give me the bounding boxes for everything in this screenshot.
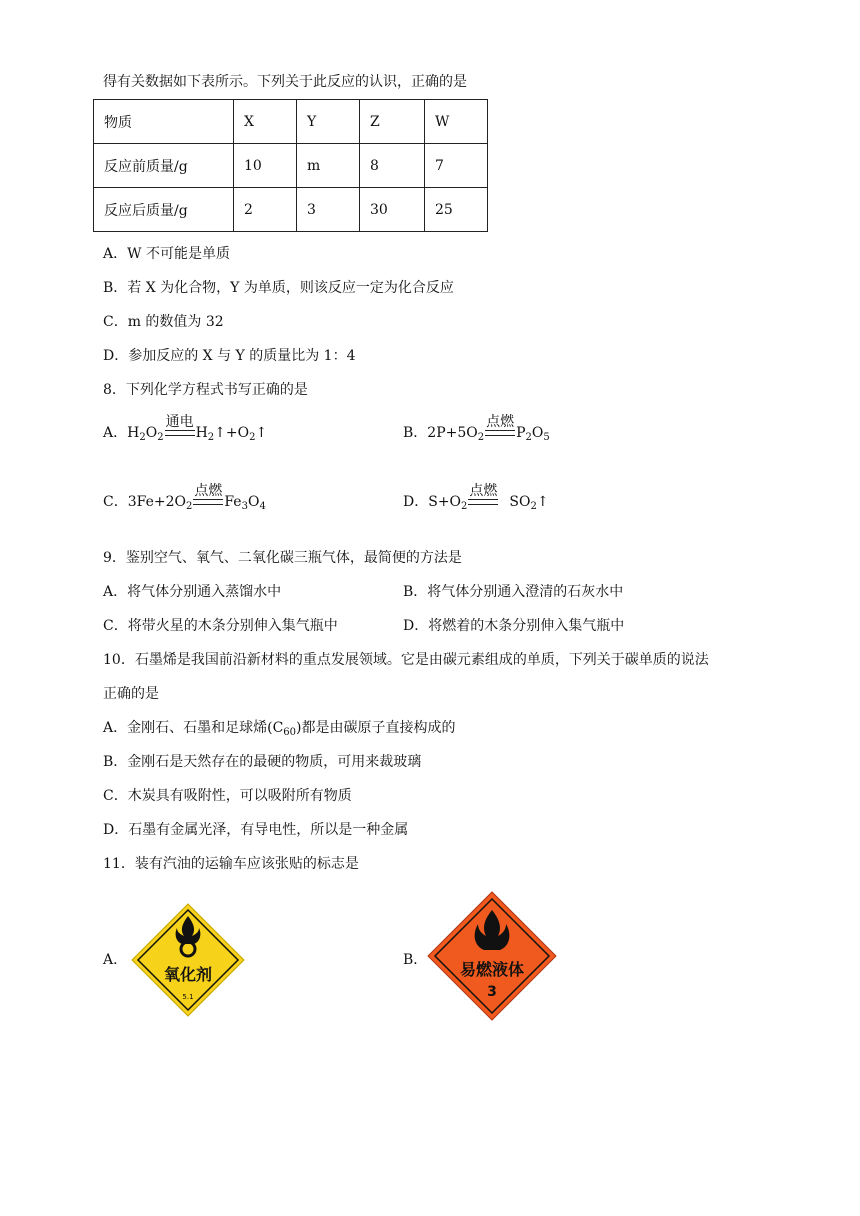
table-cell: 30 [360,188,425,232]
formula-text: ↑ [255,425,268,441]
formula-text: Fe [224,494,242,510]
reaction-condition [193,483,223,511]
table-cell: 10 [234,144,297,188]
sign-a-text: 氧化剂 [163,965,213,984]
table-cell: Z [360,100,425,144]
formula-text: 3Fe+2O [127,494,186,510]
q9-option-c: C．将带火星的木条分别伸入集气瓶中 [103,618,338,634]
subscript: 2 [139,432,146,443]
subscript: 5 [543,432,550,443]
q8-option-b [403,414,550,442]
subscript: 2 [525,432,532,443]
table-cell: Y [297,100,360,144]
q7-option-a: A．W 不可能是单质 [103,246,230,262]
table-cell: 3 [297,188,360,232]
q9-option-b: B．将气体分别通入澄清的石灰水中 [403,584,624,600]
option-label: A． [103,425,128,441]
option-label: C． [103,494,128,510]
flammable-liquid-sign [426,890,558,1022]
table-cell: 2 [234,188,297,232]
formula-text: S+O [428,494,462,510]
subscript: 60 [283,727,297,738]
q8-option-d [403,483,549,511]
formula-text: ↑ [536,494,549,510]
sign-b-number: 3 [487,984,497,1000]
q8-stem: 8．下列化学方程式书写正确的是 [103,382,308,398]
reaction-condition [485,414,515,442]
formula-text: O [145,425,158,441]
reaction-condition [165,414,195,442]
q9-option-a: A．将气体分别通入蒸馏水中 [103,584,282,600]
table-cell: 反应后质量/g [94,188,234,232]
reaction-condition [468,483,498,511]
q7-option-c: C．m 的数值为 32 [103,314,224,330]
table-row [94,100,488,144]
formula-text: 2P+5O [427,425,478,441]
q10-stem-line1: 10．石墨烯是我国前沿新材料的重点发展领域。它是由碳元素组成的单质，下列关于碳单质的说法 [103,652,709,668]
q10-option-a [103,718,456,738]
condition-text: 点燃 [194,483,223,499]
q11-stem: 11．装有汽油的运输车应该张贴的标志是 [103,856,359,872]
intro-text: 得有关数据如下表所示。下列关于此反应的认识，正确的是 [103,74,467,90]
table-cell: X [234,100,297,144]
formula-text: SO [509,494,531,510]
condition-text: 点燃 [486,414,515,430]
sign-b-text: 易燃液体 [459,960,525,979]
q7-option-b: B．若 X 为化合物，Y 为单质，则该反应一定为化合反应 [103,280,454,296]
subscript: 2 [477,432,485,443]
equals-bars [193,499,223,505]
condition-text: 点燃 [469,483,498,499]
formula-text: H [195,425,208,441]
table-cell: 7 [425,144,488,188]
option-label: D． [403,494,429,510]
subscript: 4 [259,501,266,512]
q10-option-b: B．金刚石是天然存在的最硬的物质，可用来裁玻璃 [103,754,422,770]
q9-stem: 9．鉴别空气、氧气、二氧化碳三瓶气体，最简便的方法是 [103,550,462,566]
condition-text: 通电 [165,414,194,430]
table-cell: 8 [360,144,425,188]
subscript: 2 [185,501,193,512]
formula-text: ↑+O [214,425,250,441]
table-cell: 物质 [94,100,234,144]
subscript: 3 [241,501,248,512]
formula-text: P [516,425,526,441]
equals-bars [165,430,195,436]
table-row [94,144,488,188]
q11-option-a-label: A． [103,952,128,968]
table-cell: 反应前质量/g [94,144,234,188]
q7-option-d: D．参加反应的 X 与 Y 的质量比为 1：4 [103,348,356,364]
subscript: 2 [157,432,164,443]
subscript: 2 [530,501,537,512]
option-label: B． [403,425,428,441]
oxidizer-sign [130,902,246,1018]
formula-text: H [127,425,140,441]
formula-text: O [247,494,260,510]
option-text: )都是由碳原子直接构成的 [296,720,456,736]
formula-text: O [531,425,544,441]
table-cell: W [425,100,488,144]
subscript: 2 [461,501,468,512]
q10-option-d: D．石墨有金属光泽，有导电性，所以是一种金属 [103,822,409,838]
q8-option-a [103,414,267,442]
sign-a-number: 5.1 [182,993,194,1001]
q8-option-c [103,483,266,511]
table-row [94,188,488,232]
equals-bars [485,430,515,436]
data-table [93,99,488,232]
option-text: A．金刚石、石墨和足球烯(C [103,720,284,736]
q11-option-b-label: B． [403,952,428,968]
subscript: 2 [249,432,256,443]
table-cell: 25 [425,188,488,232]
q9-option-d: D．将燃着的木条分别伸入集气瓶中 [403,618,625,634]
subscript: 2 [207,432,215,443]
q10-option-c: C．木炭具有吸附性，可以吸附所有物质 [103,788,352,804]
q10-stem-line2: 正确的是 [103,686,159,702]
table-cell: m [297,144,360,188]
equals-bars [468,499,498,505]
